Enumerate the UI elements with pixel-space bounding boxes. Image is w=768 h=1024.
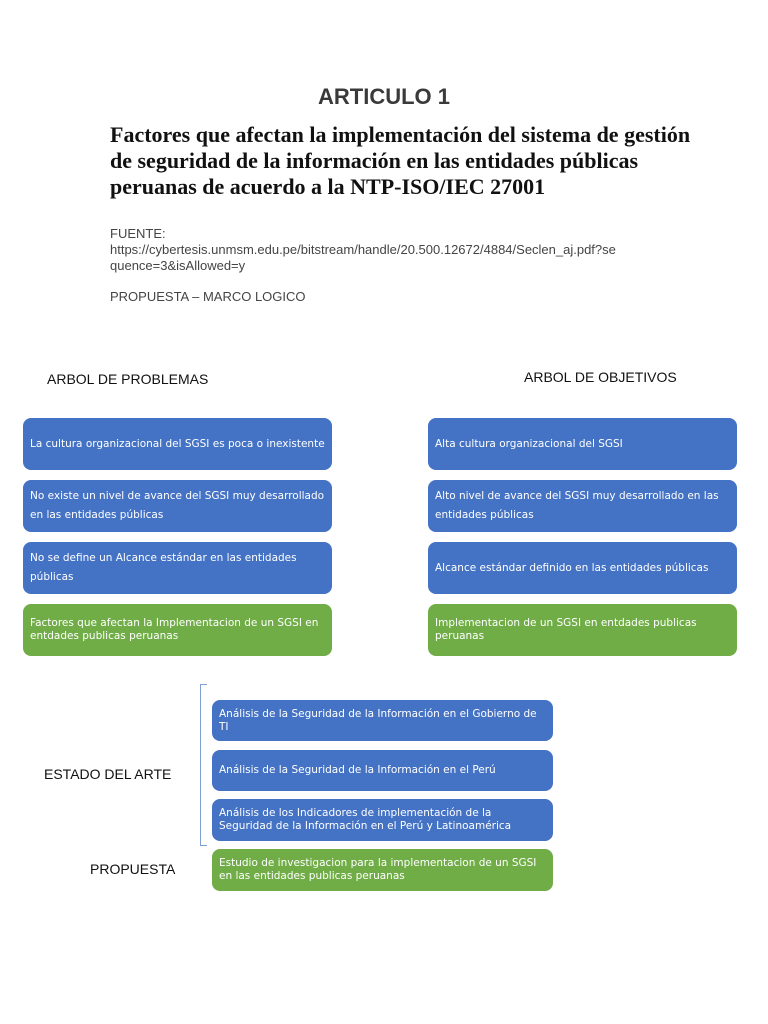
- problem-box-1: [23, 418, 332, 470]
- article-heading: ARTICULO 1: [318, 84, 450, 109]
- problem-text-1: La cultura organizacional del SGSI es poca o inexistente: [30, 437, 325, 450]
- source-label: FUENTE:: [110, 226, 166, 241]
- objective-text-2: Alto nivel de avance del SGSI muy desarrollado en las entidades públicas: [435, 490, 719, 521]
- problem-box-3: [23, 542, 332, 594]
- state-of-art-text-3: Análisis de los Indicadores de implementación de la Seguridad de la Información en el Perú y Latinoamérica: [219, 807, 512, 832]
- state-of-art-box-3: [212, 799, 553, 841]
- problem-text-2: No existe un nivel de avance del SGSI muy desarrollado en las entidades públicas: [30, 490, 325, 521]
- objective-box-2: [428, 480, 737, 532]
- proposal-label: PROPUESTA: [90, 861, 176, 877]
- objective-text-3: Alcance estándar definido en las entidades públicas: [435, 561, 709, 574]
- objective-text-1: Alta cultura organizacional del SGSI: [435, 437, 623, 450]
- objective-text-4: Implementacion de un SGSI en entdades publicas peruanas: [435, 617, 697, 642]
- problem-text-3: No se define un Alcance estándar en las entidades públicas: [30, 552, 297, 583]
- state-of-art-box-1: [212, 700, 553, 741]
- article-title: Factores que afectan la implementación del sistema de gestión de seguridad de la información en las entidades públicas peruanas de acuerdo a la NTP-ISO/IEC 27001: [110, 122, 691, 199]
- state-of-art-bracket: [200, 684, 207, 846]
- state-of-art-box-2: [212, 750, 553, 791]
- proposal-box: [212, 849, 553, 891]
- problem-text-4: Factores que afectan la Implementacion de un SGSI en entdades publicas peruanas: [30, 617, 319, 642]
- state-of-art-label: ESTADO DEL ARTE: [44, 766, 172, 782]
- state-of-art-text-1: Análisis de la Seguridad de la Información en el Gobierno de TI: [219, 707, 537, 733]
- problems-tree-label: ARBOL DE PROBLEMAS: [47, 371, 209, 387]
- proposal-text: Estudio de investigacion para la implementacion de un SGSI en las entidades publicas peruanas: [219, 857, 537, 882]
- source-url-line-2: quence=3&isAllowed=y: [110, 258, 246, 273]
- source-block: [110, 226, 670, 274]
- state-of-art-text-2: Análisis de la Seguridad de la Información en el Perú: [219, 764, 496, 776]
- objective-box-4: [428, 604, 737, 656]
- objective-box-3: [428, 542, 737, 594]
- objective-box-1: [428, 418, 737, 470]
- proposal-subtitle: PROPUESTA – MARCO LOGICO: [110, 289, 306, 304]
- problem-box-4: [23, 604, 332, 656]
- problem-box-2: [23, 480, 332, 532]
- objectives-tree-label: ARBOL DE OBJETIVOS: [524, 369, 677, 385]
- source-url-line-1: https://cybertesis.unmsm.edu.pe/bitstream/handle/20.500.12672/4884/Seclen_aj.pdf?se: [110, 242, 616, 257]
